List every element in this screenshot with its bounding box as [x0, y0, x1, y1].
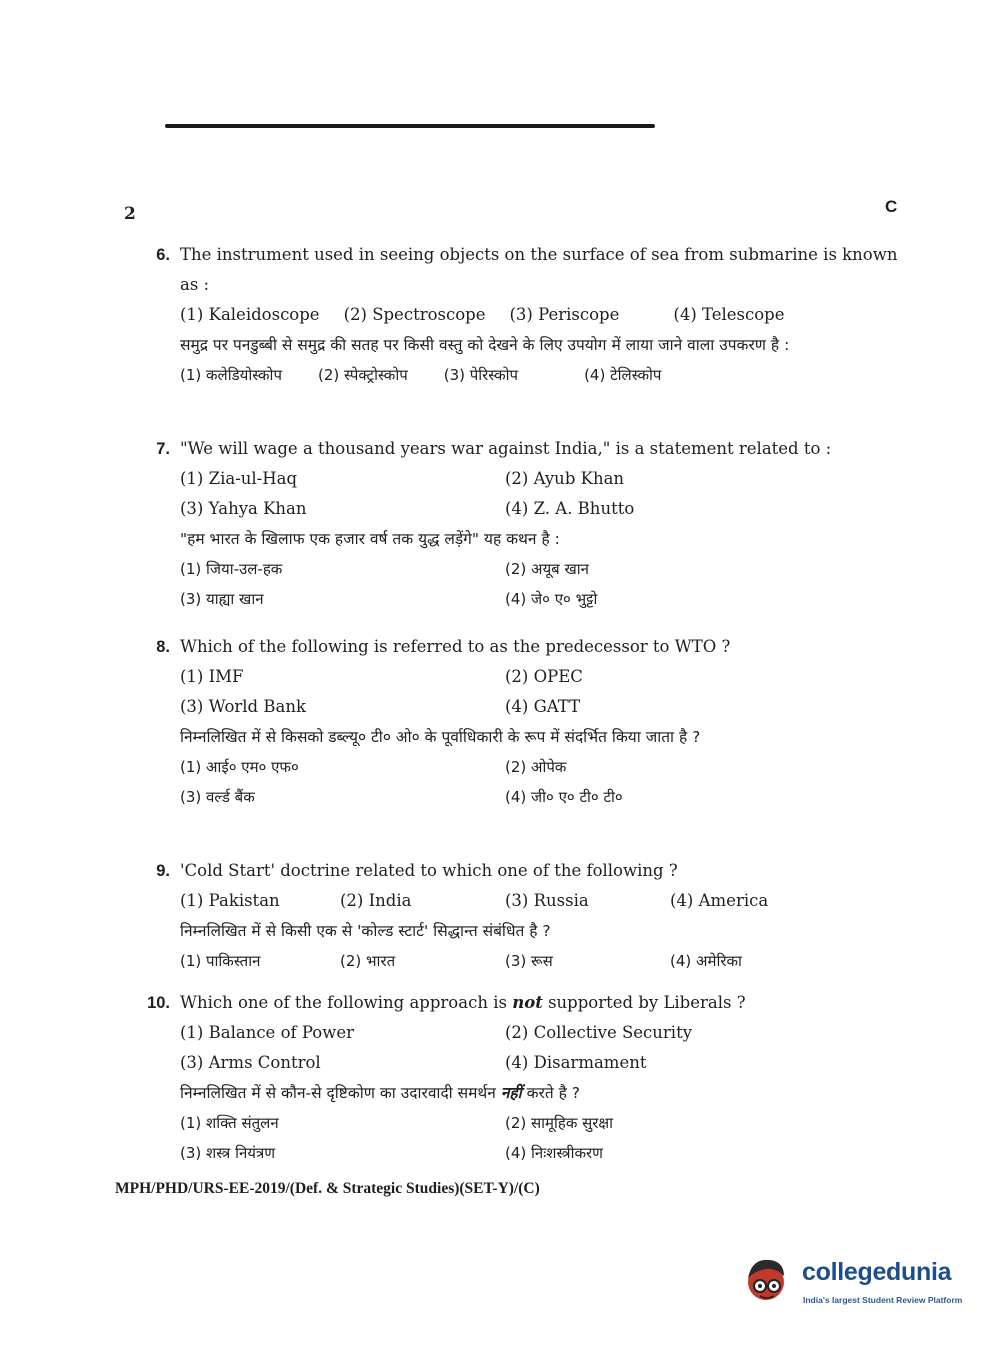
- options-hi: [180, 360, 900, 390]
- question-number: 9.: [156, 862, 170, 880]
- option: (1) Kaleidoscope: [180, 305, 320, 324]
- option: (3) Yahya Khan: [180, 499, 307, 518]
- options-hi-row: [180, 782, 900, 812]
- question-text-en: [180, 988, 900, 1018]
- question-text-emphasis: नहीं: [500, 1084, 522, 1102]
- question-text-hi: "हम भारत के खिलाफ एक हजार वर्ष तक युद्ध लड़ेंगे" यह कथन है :: [180, 530, 560, 548]
- option: (1) जिया-उल-हक: [180, 560, 283, 578]
- option: (4) जे० ए० भुट्टो: [505, 590, 598, 608]
- options-en-row: [180, 692, 900, 722]
- option: (2) Collective Security: [505, 1023, 693, 1042]
- question-text-en: Which of the following is referred to as the predecessor to WTO ?: [180, 637, 731, 656]
- option: (4) अमेरिका: [670, 952, 742, 970]
- options-hi-row: [180, 584, 900, 614]
- options-en-row: [180, 1048, 900, 1078]
- option: (2) Spectroscope: [343, 305, 486, 324]
- option: (2) स्पेक्ट्रोस्कोप: [317, 366, 408, 384]
- option: (3) रूस: [505, 952, 553, 970]
- option: (1) पाकिस्तान: [180, 952, 261, 970]
- options-hi-row: [180, 1108, 900, 1138]
- question-text-part: निम्नलिखित में से कौन-से दृष्टिकोण का उदारवादी समर्थन: [180, 1084, 496, 1102]
- footer-code: MPH/PHD/URS-EE-2019/(Def. & Strategic Studies)(SET-Y)/(C): [115, 1180, 540, 1197]
- option: (4) GATT: [505, 697, 581, 716]
- options-en-row: [180, 464, 900, 494]
- options-en-row: [180, 494, 900, 524]
- option: (4) टेलिस्कोप: [584, 366, 662, 384]
- option: (1) Zia-ul-Haq: [180, 469, 298, 488]
- option: (2) OPEC: [505, 667, 583, 686]
- option: (3) Arms Control: [180, 1053, 321, 1072]
- question-text-en: 'Cold Start' doctrine related to which one of the following ?: [180, 861, 678, 880]
- option: (3) शस्त्र नियंत्रण: [180, 1144, 276, 1162]
- option: (1) कलेडियोस्कोप: [180, 366, 282, 384]
- question-text-hi: निम्नलिखित में से किसी एक से 'कोल्ड स्टार्ट' सिद्धान्त संबंधित है ?: [180, 922, 551, 940]
- question-text-part: supported by Liberals ?: [548, 993, 746, 1012]
- mascot-logo-icon: [740, 1252, 800, 1312]
- collegedunia-watermark: [740, 1252, 970, 1314]
- option: (3) World Bank: [180, 697, 306, 716]
- option: (3) वर्ल्ड बैंक: [180, 788, 255, 806]
- option: (3) Periscope: [509, 305, 620, 324]
- option: (1) Balance of Power: [180, 1023, 354, 1042]
- question-number: 10.: [147, 994, 170, 1012]
- question-text-part: करते है ?: [526, 1084, 580, 1102]
- option: (2) अयूब खान: [505, 560, 589, 578]
- option: (1) IMF: [180, 667, 244, 686]
- question-text-hi: [180, 1078, 900, 1108]
- options-en-row: [180, 1018, 900, 1048]
- option: (1) आई० एम० एफ०: [180, 758, 299, 776]
- option: (4) निःशस्त्रीकरण: [505, 1144, 603, 1162]
- option: (1) शक्ति संतुलन: [180, 1114, 279, 1132]
- option: (2) Ayub Khan: [505, 469, 625, 488]
- options-en-row: [180, 662, 900, 692]
- option: (2) India: [340, 891, 412, 910]
- options-hi-row: [180, 554, 900, 584]
- brand-name: collegedunia: [802, 1258, 952, 1286]
- set-code: C: [885, 197, 898, 216]
- option: (4) Z. A. Bhutto: [505, 499, 635, 518]
- options-hi-row: [180, 1138, 900, 1168]
- question-text-emphasis: not: [512, 993, 543, 1012]
- question-text-en: The instrument used in seeing objects on the surface of sea from submarine is known as :: [180, 245, 898, 294]
- option: (4) जी० ए० टी० टी०: [505, 788, 623, 806]
- options-hi: [180, 946, 900, 976]
- options-en: [180, 886, 900, 916]
- option: (2) ओपेक: [505, 758, 567, 776]
- option: (3) Russia: [505, 891, 589, 910]
- option: (3) याह्या खान: [180, 590, 264, 608]
- question-text-en: "We will wage a thousand years war against India," is a statement related to :: [180, 439, 832, 458]
- options-hi-row: [180, 752, 900, 782]
- question-number: 7.: [156, 440, 170, 458]
- options-en: [180, 300, 900, 330]
- top-rule: [165, 124, 655, 128]
- question-text-hi: समुद्र पर पनडुब्बी से समुद्र की सतह पर किसी वस्तु को देखने के लिए उपयोग में लाया जाने वाला उपकरण है :: [180, 336, 790, 354]
- option: (1) Pakistan: [180, 891, 280, 910]
- option: (4) Disarmament: [505, 1053, 647, 1072]
- option: (2) सामूहिक सुरक्षा: [505, 1114, 614, 1132]
- option: (3) पेरिस्कोप: [443, 366, 519, 384]
- brand-tagline: India's largest Student Review Platform: [803, 1295, 963, 1305]
- page-number: 2: [124, 204, 136, 224]
- question-text-part: Which one of the following approach is: [180, 993, 507, 1012]
- question-number: 8.: [156, 638, 170, 656]
- option: (4) Telescope: [673, 305, 785, 324]
- option: (2) भारत: [340, 952, 396, 970]
- question-number: 6.: [156, 246, 170, 264]
- option: (4) America: [670, 891, 769, 910]
- question-text-hi: निम्नलिखित में से किसको डब्ल्यू० टी० ओ० के पूर्वाधिकारी के रूप में संदर्भित किया जाता है ?: [180, 728, 701, 746]
